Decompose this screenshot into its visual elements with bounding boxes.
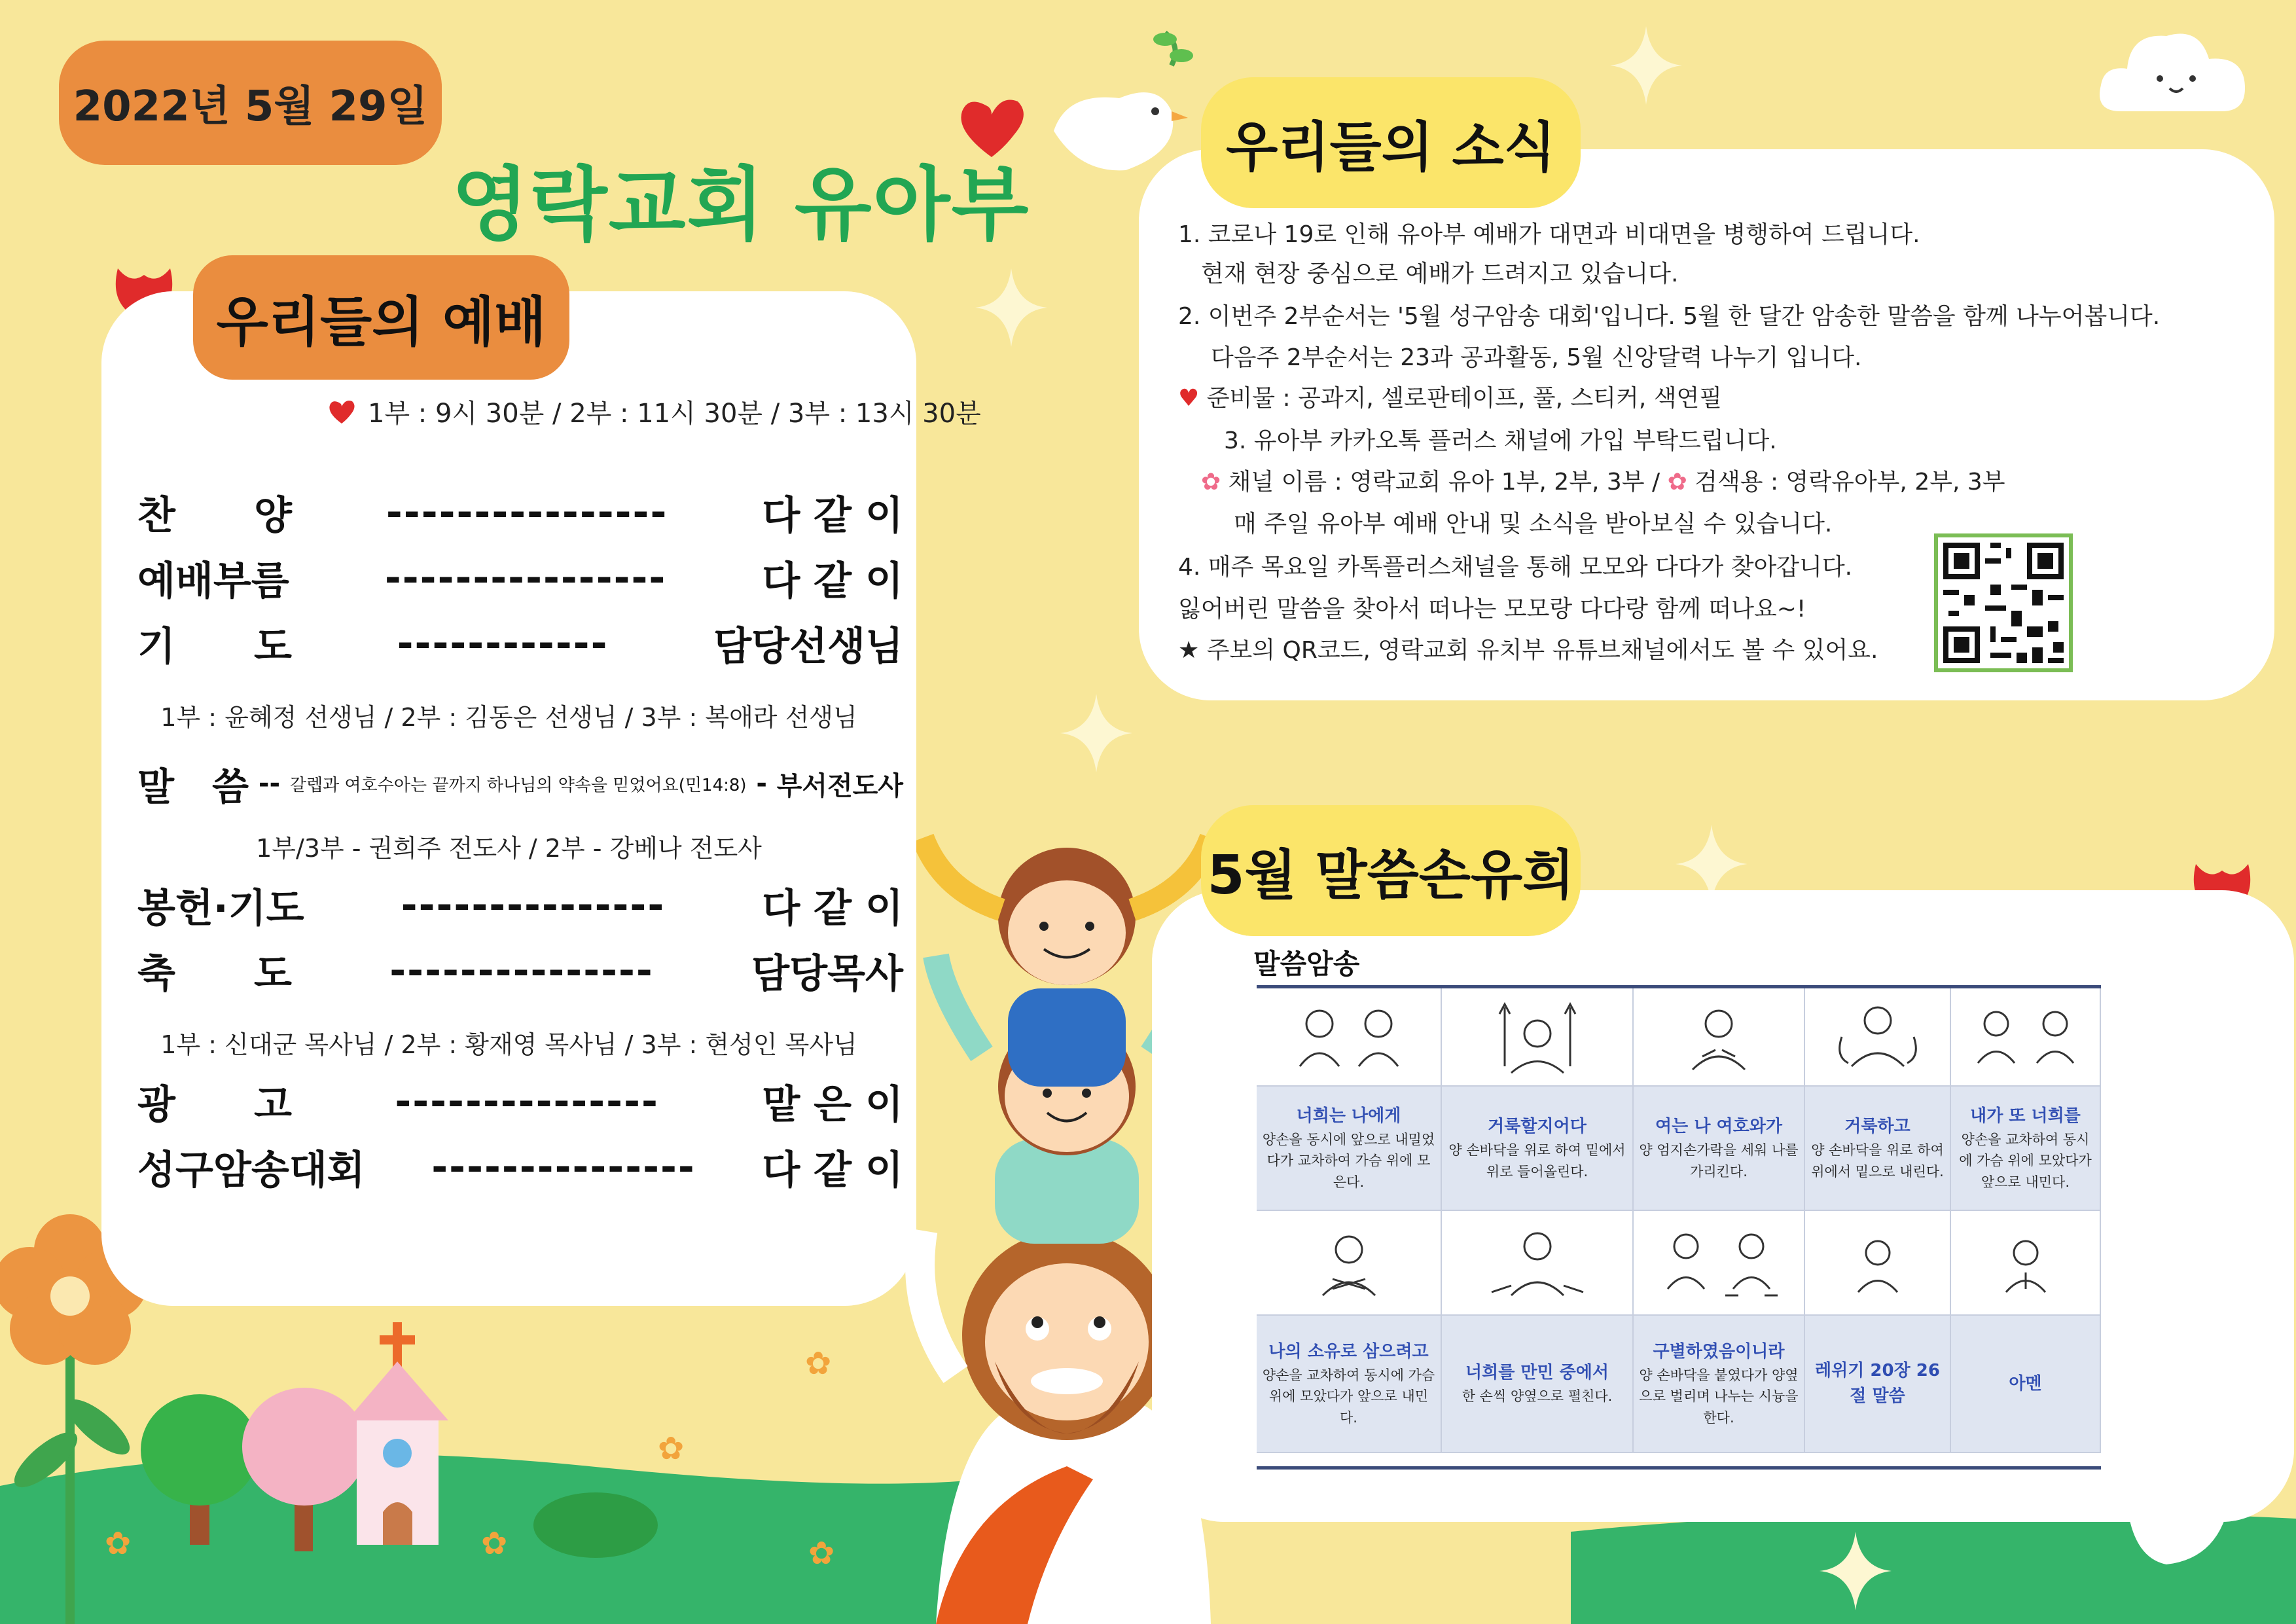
- star-sparkle-icon: [1610, 26, 1682, 105]
- sermon-speaker-dash: -: [756, 768, 767, 799]
- order-row-offering: [137, 877, 903, 933]
- motion-illustration: [1951, 988, 2101, 1087]
- motion-illustration: [1634, 1211, 1805, 1316]
- sermon-speaker: 부서전도사: [776, 770, 903, 801]
- flower-icon: ✿: [1667, 469, 1687, 496]
- heart-icon: [327, 399, 356, 425]
- cloud-icon: [2094, 20, 2251, 118]
- motion-cell: 거룩하고 양 손바닥을 위로 하여 위에서 밑으로 내린다.: [1805, 1087, 1951, 1211]
- news-heading: 우리들의 소식: [1201, 77, 1581, 208]
- order-item: 성구암송대회: [137, 1147, 365, 1193]
- news-line: 매 주일 유아부 예배 안내 및 소식을 받아보실 수 있습니다.: [1234, 511, 1833, 537]
- order-dash: ---------------: [389, 948, 654, 994]
- verse-subheading: 말씀암송: [1253, 948, 1360, 980]
- page-title: 영락교회 유아부: [452, 158, 1030, 251]
- news-line-supplies: ♥ 준비물 : 공과지, 셀로판테이프, 풀, 스티커, 색연필: [1178, 385, 1723, 412]
- service-times-text: 1부 : 9시 30분 / 2부 : 11시 30분 / 3부 : 13시 30분: [368, 399, 981, 429]
- qr-code-icon[interactable]: [1934, 533, 2073, 672]
- news-line: 4. 매주 목요일 카톡플러스채널을 통해 모모와 다다가 찾아갑니다.: [1178, 554, 1853, 581]
- order-item: 찬 양: [137, 493, 292, 539]
- motion-cell: 레위기 20장 26절 말씀: [1805, 1316, 1951, 1453]
- order-dash: ----------------: [384, 555, 667, 601]
- news-line: 잃어버린 말씀을 찾아서 떠나는 모모랑 다다랑 함께 떠나요~!: [1178, 596, 1806, 623]
- order-dash: ---------------: [401, 882, 666, 928]
- order-who: 다 같 이: [762, 1147, 903, 1193]
- order-row-prayer: [137, 615, 903, 672]
- service-times: [327, 393, 981, 430]
- motion-cell: 내가 또 너희를 양손을 교차하여 동시에 가슴 위에 모았다가 앞으로 내민다.: [1951, 1087, 2101, 1211]
- news-line: 다음주 2부순서는 23과 공과활동, 5월 신앙달력 나누기 입니다.: [1211, 344, 1862, 371]
- sermon-text: 갈렙과 여호수아는 끝까지 하나님의 약속을 믿었어요(민14:8): [289, 775, 747, 795]
- order-item: 봉헌·기도: [137, 886, 304, 931]
- flower-icon: ✿: [105, 1525, 132, 1562]
- order-who: 다 같 이: [762, 886, 903, 931]
- motion-cell: 아멘: [1951, 1316, 2101, 1453]
- motion-cell: 너희는 나에게 양손을 동시에 앞으로 내밀었다가 교차하여 가슴 위에 모은다.: [1257, 1087, 1442, 1211]
- order-row-call: [137, 550, 903, 606]
- flower-icon: ✿: [658, 1430, 685, 1467]
- church-icon: [131, 1322, 471, 1571]
- prayer-leaders: 1부 : 윤혜정 선생님 / 2부 : 김동은 선생님 / 3부 : 복애라 선생님: [160, 703, 857, 732]
- news-line: 현재 현장 중심으로 예배가 드려지고 있습니다.: [1201, 261, 1679, 287]
- order-dash: ----------------: [386, 490, 668, 535]
- sermon-dash: --: [258, 768, 281, 799]
- order-row-blessing: [137, 943, 903, 999]
- order-row-praise: [137, 484, 903, 541]
- order-item: 예배부름: [137, 558, 289, 604]
- order-who: 다 같 이: [762, 558, 903, 604]
- news-line: 3. 유아부 카카오톡 플러스 채널에 가입 부탁드립니다.: [1224, 427, 1777, 454]
- motion-illustration: [1805, 988, 1951, 1087]
- news-line-channel: ✿ 채널 이름 : 영락교회 유아 1부, 2부, 3부 / ✿ 검색용 : 영락유아부, 2부, 3부: [1201, 469, 2005, 496]
- flower-icon: ✿: [805, 1345, 832, 1382]
- order-item: 기 도: [137, 624, 292, 670]
- news-line: 1. 코로나 19로 인해 유아부 예배가 대면과 비대면을 병행하여 드립니다.: [1178, 221, 1920, 248]
- sermon-label: 말 씀: [137, 765, 249, 809]
- order-row-announcement: [137, 1074, 903, 1130]
- order-who: 담당목사: [751, 951, 903, 997]
- worship-heading: 우리들의 예배: [193, 255, 569, 380]
- star-sparkle-icon: [975, 268, 1047, 347]
- date-badge: 2022년 5월 29일: [59, 41, 442, 165]
- order-dash: ------------: [397, 621, 609, 666]
- motion-illustration: [1257, 988, 1442, 1087]
- flower-icon: ✿: [808, 1535, 835, 1572]
- flower-icon: ✿: [1201, 469, 1221, 496]
- order-dash: ---------------: [431, 1144, 696, 1190]
- sermon-row: [137, 756, 903, 811]
- order-who: 담당선생님: [713, 624, 903, 670]
- motion-cell: 나의 소유로 삼으려고 양손을 교차하여 동시에 가슴 위에 모았다가 앞으로 내민다.: [1257, 1316, 1442, 1453]
- heart-icon: ♥: [1178, 385, 1200, 412]
- motion-illustration: [1257, 1211, 1442, 1316]
- motion-illustration: [1634, 988, 1805, 1087]
- sermon-preachers: 1부/3부 - 권희주 전도사 / 2부 - 강베나 전도사: [256, 834, 762, 863]
- hand-motion-table: [1257, 985, 2101, 1470]
- order-dash: ---------------: [395, 1079, 659, 1125]
- star-sparkle-icon: [1060, 694, 1132, 772]
- news-line: 2. 이번주 2부순서는 '5월 성구암송 대회'입니다. 5월 한 달간 암송한 말씀을 함께 나누어봅니다.: [1178, 303, 2161, 330]
- motion-illustration: [1442, 1211, 1634, 1316]
- motion-cell: 거룩할지어다 양 손바닥을 위로 하여 밑에서 위로 들어올린다.: [1442, 1087, 1634, 1211]
- order-item: 광 고: [137, 1082, 292, 1128]
- star-sparkle-icon: [1820, 1532, 1892, 1610]
- order-row-recitation: [137, 1139, 903, 1195]
- blessing-ministers: 1부 : 신대군 목사님 / 2부 : 황재영 목사님 / 3부 : 현성인 목사님: [160, 1030, 857, 1059]
- motion-illustration: [1805, 1211, 1951, 1316]
- news-line: ★ 주보의 QR코드, 영락교회 유치부 유튜브채널에서도 볼 수 있어요.: [1178, 637, 1878, 664]
- bush: [530, 1486, 661, 1558]
- order-who: 다 같 이: [762, 493, 903, 539]
- motion-cell: 여는 나 여호와가 양 엄지손가락을 세워 나를 가리킨다.: [1634, 1087, 1805, 1211]
- order-who: 맡 은 이: [762, 1082, 903, 1128]
- order-item: 축 도: [137, 951, 292, 997]
- motion-cell: 구별하였음이니라 양 손바닥을 붙였다가 양옆으로 벌리며 나누는 시늉을 한다.: [1634, 1316, 1805, 1453]
- motion-illustration: [1951, 1211, 2101, 1316]
- verse-heading: 5월 말씀손유희: [1201, 805, 1581, 936]
- motion-cell: 너희를 만민 중에서 한 손씩 양옆으로 펼친다.: [1442, 1316, 1634, 1453]
- motion-illustration: [1442, 988, 1634, 1087]
- flower-icon: ✿: [481, 1525, 508, 1562]
